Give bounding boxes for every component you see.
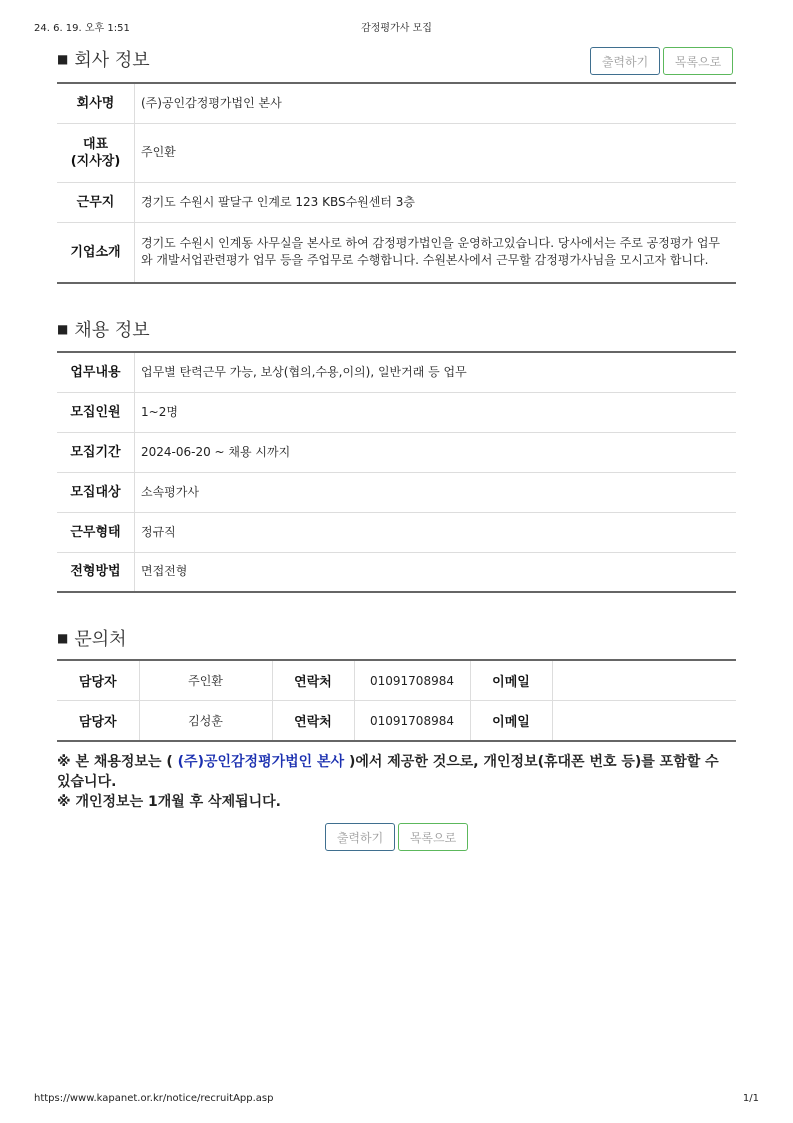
notice-prefix: ※ 본 채용정보는 ( — [57, 754, 178, 770]
notice-suffix: )에서 제공한 것으로, 개인정보(휴대폰 번호 등)를 포함할 수 있습니다. — [57, 754, 719, 790]
section-title-text: 채용 정보 — [74, 320, 150, 341]
representative-label-line1: 대표 — [82, 136, 109, 152]
recruit-label: 모집인원 — [57, 392, 135, 432]
section-title-company — [57, 46, 150, 72]
contact-email-value — [552, 701, 736, 742]
intro-label: 기업소개 — [57, 222, 135, 283]
table-row — [57, 123, 736, 182]
page-number: 1/1 — [742, 1093, 759, 1104]
location-label: 근무지 — [57, 182, 135, 222]
recruit-value: 정규직 — [135, 512, 737, 552]
company-info-table — [57, 82, 736, 284]
table-row — [57, 472, 736, 512]
recruit-label: 모집대상 — [57, 472, 135, 512]
intro-value: 경기도 수원시 인계동 사무실을 본사로 하여 감정평가법인을 운영하고있습니다. 당사에서는 주로 공정평가 업무와 개발서업관련평가 업무 등을 주업무로 수행합니다. 수원본사에서 근무할 감정평가사님을 모시고자 합니다. — [141, 236, 721, 268]
contact-email-label: 이메일 — [470, 660, 552, 701]
table-row — [57, 660, 736, 701]
section-title-text: 문의처 — [74, 629, 127, 650]
representative-value: 주인환 — [135, 123, 737, 182]
table-row — [57, 432, 736, 472]
recruit-value: 업무별 탄력근무 가능, 보상(협의,수용,이의), 일반거래 등 업무 — [135, 352, 737, 392]
table-row — [57, 352, 736, 392]
contact-phone-value: 01091708984 — [354, 660, 470, 701]
notice-company-link[interactable]: (주)공인감정평가법인 본사 — [177, 754, 345, 770]
location-value: 경기도 수원시 팔달구 인계로 123 KBS수원센터 3층 — [135, 182, 737, 222]
contact-email-value — [552, 660, 736, 701]
print-button-top[interactable]: 출력하기 — [590, 47, 660, 75]
contact-table — [57, 659, 736, 742]
print-button-bottom[interactable]: 출력하기 — [325, 823, 395, 851]
privacy-notice — [57, 752, 737, 812]
recruit-label: 근무형태 — [57, 512, 135, 552]
contact-person-value: 주인환 — [139, 660, 272, 701]
contact-phone-label: 연락처 — [272, 701, 354, 742]
representative-label — [57, 123, 135, 182]
list-button-top[interactable]: 목록으로 — [663, 47, 733, 75]
representative-label-line2: (지사장) — [70, 153, 121, 169]
table-row — [57, 552, 736, 592]
table-row — [57, 222, 736, 283]
recruit-label: 업무내용 — [57, 352, 135, 392]
section-title-contact — [57, 625, 127, 651]
company-name-label: 회사명 — [57, 83, 135, 123]
print-footer — [34, 1093, 759, 1109]
square-bullet-icon: ■ — [57, 322, 69, 336]
recruit-value: 2024-06-20 ~ 채용 시까지 — [135, 432, 737, 472]
section-title-text: 회사 정보 — [74, 50, 150, 71]
contact-email-label: 이메일 — [470, 701, 552, 742]
recruit-label: 전형방법 — [57, 552, 135, 592]
company-name-value: (주)공인감정평가법인 본사 — [135, 83, 737, 123]
recruit-value: 면접전형 — [141, 564, 188, 579]
table-row — [57, 392, 736, 432]
section-title-recruit — [57, 316, 150, 342]
contact-person-label: 담당자 — [57, 660, 139, 701]
print-title: 감정평가사 모집 — [361, 23, 432, 34]
square-bullet-icon: ■ — [57, 631, 69, 645]
square-bullet-icon: ■ — [57, 52, 69, 66]
contact-phone-value: 01091708984 — [354, 701, 470, 742]
list-button-bottom[interactable]: 목록으로 — [398, 823, 468, 851]
notice-line-1 — [57, 752, 737, 792]
contact-phone-label: 연락처 — [272, 660, 354, 701]
table-row — [57, 701, 736, 742]
recruit-info-table — [57, 351, 736, 593]
table-row — [57, 182, 736, 222]
table-row — [57, 83, 736, 123]
notice-line-2: ※ 개인정보는 1개월 후 삭제됩니다. — [57, 794, 281, 810]
contact-person-label: 담당자 — [57, 701, 139, 742]
recruit-value: 소속평가사 — [135, 472, 737, 512]
print-header — [34, 19, 759, 35]
print-url: https://www.kapanet.or.kr/notice/recruitApp.asp — [34, 1093, 274, 1104]
table-row — [57, 512, 736, 552]
recruit-value: 1~2명 — [135, 392, 737, 432]
contact-person-value: 김성훈 — [139, 701, 272, 742]
recruit-label: 모집기간 — [57, 432, 135, 472]
print-date: 24. 6. 19. 오후 1:51 — [34, 23, 130, 34]
